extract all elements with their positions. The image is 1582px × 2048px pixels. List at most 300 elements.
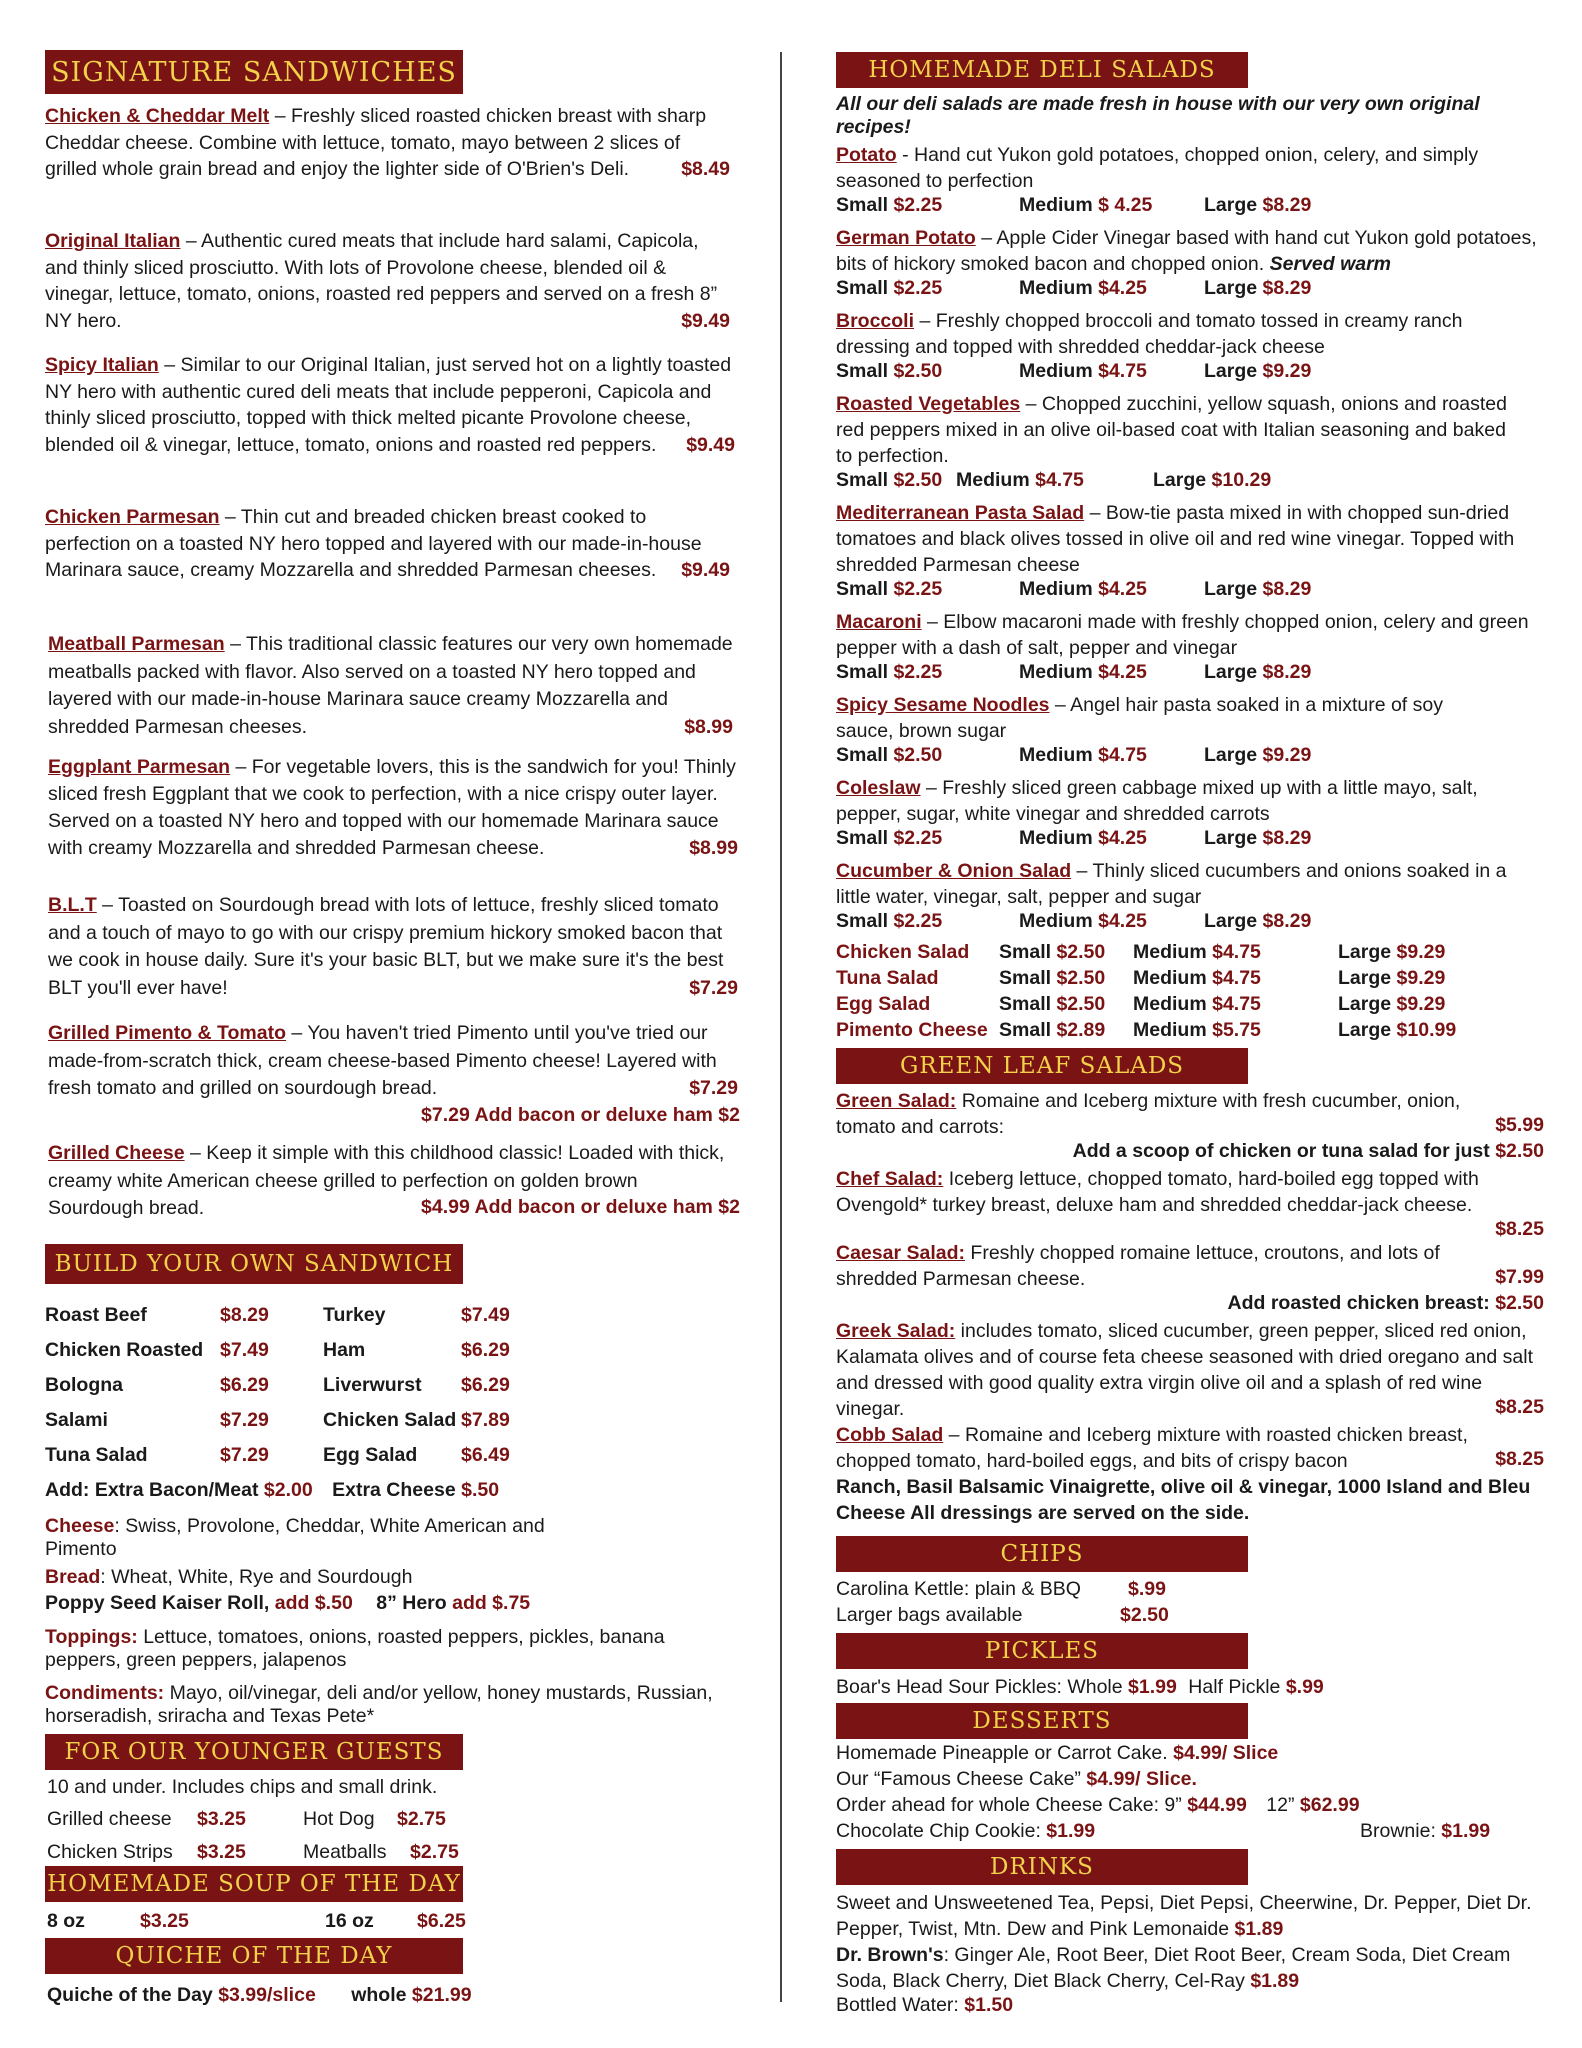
size-label: Large — [1204, 744, 1258, 766]
meat-name: Chicken Salad — [323, 1409, 457, 1431]
add-label: Add a scoop of chicken or tuna salad for just — [1072, 1140, 1490, 1162]
salad-item — [836, 391, 1526, 469]
add-price: $2.50 — [1495, 1140, 1544, 1162]
size-label: Medium — [1133, 941, 1207, 963]
item-desc: – Keep it simple with this childhood classic! Loaded with thick, creamy white American cheese grilled to perfection on golden brown Sourdough bread. — [48, 1142, 725, 1219]
water-label: Bottled Water: — [836, 1994, 959, 2016]
kid-item-name: Hot Dog — [303, 1808, 375, 1830]
browns-list — [836, 1942, 1526, 1994]
quiche-slice-price: $3.99/slice — [218, 1984, 316, 2006]
size-row — [1204, 910, 1311, 933]
soup-price: $3.25 — [140, 1910, 189, 1932]
younger-guests-banner — [45, 1734, 463, 1770]
size-label: Small — [836, 744, 889, 766]
extra-cheese-label: Extra Cheese — [332, 1479, 456, 1501]
small-price: $2.25 — [893, 661, 943, 683]
item-price: $7.29 — [689, 1077, 738, 1099]
size-row — [836, 578, 942, 601]
size-label: Medium — [1019, 827, 1093, 849]
size-label: Medium — [1019, 360, 1093, 382]
item-desc: – This traditional classic features our very own homemade meatballs packed with flavor. Also served on a toasted NY hero topped and layered with our made-in-house Marinara sauce creamy Mozzarella and shredded Parmesan cheeses. — [48, 633, 733, 738]
item-name: Cucumber & Onion Salad — [836, 860, 1072, 882]
size-label: Small — [999, 1019, 1052, 1041]
size-row — [1019, 194, 1152, 217]
size-row — [1019, 910, 1147, 933]
kid-item-name: Chicken Strips — [47, 1841, 173, 1863]
section-title: GREEN LEAF SALADS — [899, 1053, 1185, 1079]
soup-price: $6.25 — [417, 1910, 466, 1932]
item-name: Coleslaw — [836, 777, 921, 799]
cheese-label: Cheese — [45, 1515, 115, 1537]
size-row — [956, 469, 1084, 492]
size-row — [836, 661, 942, 684]
item-price: $8.99 — [684, 715, 733, 738]
small-price: $2.89 — [1056, 1019, 1106, 1041]
salad-item — [836, 308, 1536, 360]
item-name: Chicken Parmesan — [45, 506, 220, 528]
cookie-price: $1.99 — [1046, 1820, 1096, 1842]
size-row — [1019, 360, 1147, 383]
salad-row-name: Chicken Salad — [836, 941, 970, 963]
item-desc: – Apple Cider Vinegar based with hand cut Yukon gold potatoes, bits of hickory smoked bacon and chopped onion. — [836, 227, 1537, 275]
menu-item — [48, 1020, 738, 1103]
section-title: BUILD YOUR OWN SANDWICH — [54, 1251, 454, 1277]
size-row — [1019, 578, 1147, 601]
item-desc: – For vegetable lovers, this is the sandwich for you! Thinly sliced fresh Eggplant that we cook to perfection, with a nice crispy outer layer. Served on a toasted NY hero and topped with our homemade Marinara sauce with creamy Mozzarella and shredded Parmesan cheese. — [48, 756, 736, 859]
item-desc: – Chopped zucchini, yellow squash, onions and roasted red peppers mixed in an olive oil-based coat with Italian seasoning and baked to perfection. — [836, 393, 1507, 467]
menu-item — [45, 352, 735, 458]
kaiser-price: add $.50 — [274, 1592, 353, 1614]
salad-item — [836, 500, 1536, 578]
whole-12-price: $62.99 — [1299, 1794, 1360, 1816]
size-label: Small — [836, 910, 889, 932]
quiche-whole-price: $21.99 — [411, 1984, 472, 2006]
soup-size: 16 oz — [325, 1910, 374, 1932]
large-price: $9.29 — [1396, 941, 1446, 963]
medium-price: $4.75 — [1212, 941, 1261, 963]
water-price: $1.50 — [964, 1994, 1014, 2016]
item-extra-price: $7.29 Add bacon or deluxe ham $2 — [421, 1104, 740, 1126]
medium-price: $4.75 — [1098, 360, 1147, 382]
quiche-banner — [45, 1938, 463, 1974]
item-name: German Potato — [836, 227, 976, 249]
large-price: $8.29 — [1262, 578, 1312, 600]
item-name: Mediterranean Pasta Salad — [836, 502, 1085, 524]
meat-name: Turkey — [323, 1304, 386, 1326]
section-title: DRINKS — [990, 1854, 1094, 1880]
item-desc: – Thin cut and breaded chicken breast cooked to perfection on a toasted NY hero topped and layered with our made-in-house Marinara sauce, creamy Mozzarella and shredded Parmesan cheeses. — [45, 506, 702, 581]
item-name: Grilled Cheese — [48, 1142, 185, 1164]
size-row — [836, 910, 942, 933]
meat-price: $7.49 — [220, 1339, 269, 1361]
size-label: Medium — [1019, 578, 1093, 600]
item-desc: – Freshly sliced roasted chicken breast with sharp Cheddar cheese. Combine with lettuce, tomato, mayo between 2 slices of grilled whole grain bread and enjoy the lighter side of O'Brien's Deli. — [45, 105, 707, 180]
item-desc: – Elbow macaroni made with freshly chopped onion, celery and green pepper with a dash of salt, pepper and vinegar — [836, 611, 1529, 659]
meat-price: $8.29 — [220, 1304, 269, 1326]
size-label: Small — [999, 967, 1052, 989]
size-label: Large — [1204, 661, 1258, 683]
item-desc: Iceberg lettuce, chopped tomato, hard-boiled egg topped with Ovengold* turkey breast, deluxe ham and shredded cheddar-jack cheese. — [836, 1168, 1479, 1216]
pickles-banner — [836, 1633, 1248, 1669]
kid-item-price: $3.25 — [197, 1841, 246, 1863]
size-label: Large — [1338, 993, 1392, 1015]
size-row — [1153, 469, 1271, 492]
whole-cake-label: Order ahead for whole Cheese Cake: 9” — [836, 1794, 1182, 1816]
size-label: Medium — [1019, 910, 1093, 932]
size-row — [1204, 277, 1311, 300]
meat-price: $7.29 — [220, 1444, 269, 1466]
condiments-options — [45, 1682, 725, 1728]
cheese-options — [45, 1515, 565, 1561]
size-label: Medium — [1019, 661, 1093, 683]
soda-price: $1.89 — [1234, 1918, 1284, 1940]
bread-label: Bread — [45, 1566, 101, 1588]
meat-name: Roast Beef — [45, 1304, 147, 1326]
size-label: Medium — [1133, 993, 1207, 1015]
menu-item — [48, 892, 738, 1002]
large-price: $8.29 — [1262, 910, 1312, 932]
soda-list — [836, 1890, 1544, 1942]
brownie-label: Brownie: — [1360, 1820, 1436, 1842]
caesar-add-row — [1228, 1292, 1544, 1315]
size-label: Medium — [1019, 194, 1093, 216]
small-price: $2.50 — [893, 360, 943, 382]
medium-price: $4.75 — [1212, 993, 1261, 1015]
small-price: $2.50 — [893, 469, 943, 491]
meat-name: Chicken Roasted — [45, 1339, 204, 1361]
size-row — [1019, 744, 1147, 767]
menu-item — [48, 754, 738, 862]
toppings-options — [45, 1626, 725, 1672]
meat-price: $6.49 — [461, 1444, 510, 1466]
chips-banner — [836, 1536, 1248, 1572]
condiments-text: Mayo, oil/vinegar, deli and/or yellow, honey mustards, Russian, horseradish, sriracha and Texas Pete* — [45, 1682, 713, 1727]
item-name: Green Salad: — [836, 1090, 957, 1112]
column-divider — [780, 52, 782, 2002]
small-price: $2.25 — [893, 910, 943, 932]
item-desc: – Authentic cured meats that include hard salami, Capicola, and thinly sliced prosciutto. With lots of Provolone cheese, blended oil & vinegar, lettuce, tomato, onions, roasted red peppers and served on a fresh 8” NY hero. — [45, 230, 718, 332]
item-price: $4.99 Add bacon or deluxe ham $2 — [421, 1196, 740, 1218]
item-name: Chicken & Cheddar Melt — [45, 105, 270, 127]
toppings-text: Lettuce, tomatoes, onions, roasted peppers, pickles, banana peppers, green peppers, jalapenos — [45, 1626, 665, 1671]
size-label: Small — [999, 941, 1052, 963]
meat-price: $6.29 — [461, 1374, 510, 1396]
item-price: $8.25 — [1495, 1448, 1544, 1470]
salad-item — [836, 775, 1538, 827]
chip-name: Carolina Kettle: plain & BBQ — [836, 1578, 1081, 1600]
size-label: Large — [1204, 910, 1258, 932]
medium-price: $4.25 — [1098, 277, 1147, 299]
item-desc: – Similar to our Original Italian, just served hot on a lightly toasted NY hero with authentic cured deli meats that include pepperoni, Capicola and thinly sliced prosciutto, topped with thick melted picante Provolone cheese, blended oil & vinegar, lettuce, tomato, onions and roasted red peppers. — [45, 354, 732, 456]
size-row — [836, 194, 942, 217]
item-price: $7.29 — [689, 976, 738, 999]
size-row — [1019, 661, 1147, 684]
medium-price: $4.75 — [1212, 967, 1261, 989]
dessert-row — [836, 1742, 1278, 1765]
item-name: Macaroni — [836, 611, 922, 633]
size-label: Large — [1204, 277, 1258, 299]
large-price: $8.29 — [1262, 277, 1312, 299]
caesar-salad — [836, 1240, 1486, 1292]
size-label: Small — [836, 277, 889, 299]
green-add-row — [1073, 1140, 1544, 1163]
size-label: Small — [836, 360, 889, 382]
large-price: $8.29 — [1262, 661, 1312, 683]
size-row — [836, 469, 942, 492]
meat-name: Salami — [45, 1409, 108, 1431]
small-price: $2.50 — [1056, 941, 1106, 963]
meat-name: Ham — [323, 1339, 366, 1361]
whole-pickle-price: $1.99 — [1128, 1676, 1177, 1698]
item-name: Eggplant Parmesan — [48, 756, 231, 778]
item-desc: – Freshly chopped broccoli and tomato tossed in creamy ranch dressing and topped with shredded cheddar-jack cheese — [836, 310, 1463, 358]
small-price: $2.25 — [893, 827, 943, 849]
green-leaf-banner — [836, 1048, 1248, 1084]
size-label: Small — [999, 993, 1052, 1015]
chip-name: Larger bags available — [836, 1604, 1023, 1626]
size-label: Large — [1338, 1019, 1392, 1041]
dessert-row — [836, 1794, 1360, 1817]
kid-item-price: $2.75 — [410, 1841, 459, 1863]
green-salad — [836, 1088, 1516, 1140]
kid-item-price: $2.75 — [397, 1808, 446, 1830]
size-label: Small — [836, 578, 889, 600]
item-desc: – Toasted on Sourdough bread with lots of lettuce, freshly sliced tomato and a touch of mayo to go with our crispy premium hickory smoked bacon that we cook in house daily. Sure it's your basic BLT, but we make sure it's the best BLT you'll ever have! — [48, 894, 724, 999]
size-row — [836, 744, 942, 767]
item-name: Greek Salad: — [836, 1320, 956, 1342]
meat-name: Liverwurst — [323, 1374, 422, 1396]
served-warm: Served warm — [1269, 253, 1392, 275]
add-price: $2.00 — [263, 1479, 313, 1501]
meat-price: $7.89 — [461, 1409, 510, 1431]
item-price: $8.25 — [1495, 1396, 1544, 1418]
salad-item — [836, 858, 1542, 910]
medium-price: $4.25 — [1098, 827, 1147, 849]
whole-12-label: 12” — [1266, 1794, 1295, 1816]
meat-price: $7.29 — [220, 1409, 269, 1431]
quiche-whole-label: whole — [351, 1984, 407, 2006]
younger-note: 10 and under. Includes chips and small drink. — [47, 1776, 438, 1798]
large-price: $9.29 — [1396, 967, 1446, 989]
item-name: Original Italian — [45, 230, 181, 252]
roll-options — [45, 1592, 530, 1615]
quiche-row — [47, 1984, 472, 2007]
large-price: $9.29 — [1396, 993, 1446, 1015]
small-price: $2.25 — [893, 194, 943, 216]
size-row — [1204, 661, 1311, 684]
large-price: $9.29 — [1262, 744, 1312, 766]
menu-item — [45, 103, 730, 183]
salad-item — [836, 609, 1542, 661]
kid-item-name: Grilled cheese — [47, 1808, 172, 1830]
browns-label: Dr. Brown's — [836, 1944, 944, 1966]
signature-sandwiches-banner — [45, 50, 463, 94]
dessert-row — [1360, 1820, 1490, 1843]
item-name: Broccoli — [836, 310, 915, 332]
item-name: B.L.T — [48, 894, 97, 916]
section-title: HOMEMADE DELI SALADS — [868, 57, 1216, 83]
deli-intro: All our deli salads are made fresh in house with our very own original recipes! — [836, 93, 1480, 138]
section-title: SIGNATURE SANDWICHES — [51, 56, 457, 88]
size-row — [836, 827, 942, 850]
size-label: Large — [1204, 194, 1258, 216]
drinks-banner — [836, 1849, 1248, 1885]
large-price: $9.29 — [1262, 360, 1312, 382]
section-title: CHIPS — [1000, 1541, 1084, 1567]
cake-price: $4.99/ Slice — [1173, 1742, 1279, 1764]
size-label: Medium — [1019, 744, 1093, 766]
dessert-row — [836, 1768, 1197, 1791]
pickles-row — [836, 1676, 1324, 1699]
add-ons-row — [45, 1479, 499, 1502]
add-label: Add: Extra Bacon/Meat — [45, 1479, 259, 1501]
item-desc: – Freshly sliced green cabbage mixed up with a little mayo, salt, pepper, sugar, white vinegar and shredded carrots — [836, 777, 1478, 825]
condiments-label: Condiments: — [45, 1682, 165, 1704]
item-price: $8.99 — [689, 837, 738, 859]
water-row — [836, 1994, 1013, 2017]
hero-price: add $.75 — [452, 1592, 531, 1614]
size-row — [1019, 827, 1147, 850]
size-label: Large — [1204, 827, 1258, 849]
quiche-slice-label: Quiche of the Day — [47, 1984, 213, 2006]
size-label: Large — [1204, 360, 1258, 382]
bread-text: : Wheat, White, Rye and Sourdough — [100, 1566, 413, 1588]
menu-item — [45, 228, 730, 334]
size-label: Small — [836, 469, 889, 491]
small-price: $2.50 — [893, 744, 943, 766]
brownie-price: $1.99 — [1441, 1820, 1491, 1842]
small-price: $2.25 — [893, 277, 943, 299]
large-price: $8.29 — [1262, 194, 1312, 216]
dessert-row — [836, 1820, 1095, 1843]
item-desc: includes tomato, sliced cucumber, green pepper, sliced red onion, Kalamata olives and of course feta cheese seasoned with dried oregano and salt and dressed with good quality extra virgin olive oil and a splash of red wine vinegar. — [836, 1320, 1534, 1420]
size-label: Medium — [1133, 967, 1207, 989]
item-desc: – Thinly sliced cucumbers and onions soaked in a little water, vinegar, salt, pepper and sugar — [836, 860, 1507, 908]
chip-price: $.99 — [1128, 1578, 1166, 1600]
meat-price: $7.49 — [461, 1304, 510, 1326]
section-title: PICKLES — [984, 1638, 1100, 1664]
dressings-note: Ranch, Basil Balsamic Vinaigrette, olive oil & vinegar, 1000 Island and Bleu Cheese All dressings are served on the side. — [836, 1476, 1531, 1524]
add-price: $2.50 — [1495, 1292, 1544, 1314]
size-label: Medium — [956, 469, 1030, 491]
section-title: QUICHE OF THE DAY — [115, 1943, 393, 1969]
pickles-text: Boar's Head Sour Pickles: Whole — [836, 1676, 1123, 1698]
item-price: $8.49 — [681, 158, 730, 180]
half-pickle-price: $.99 — [1285, 1676, 1324, 1698]
size-row — [836, 360, 942, 383]
size-row — [836, 277, 942, 300]
item-desc: – Angel hair pasta soaked in a mixture of soy sauce, brown sugar — [836, 694, 1443, 742]
meat-name: Bologna — [45, 1374, 123, 1396]
meat-price: $6.29 — [461, 1339, 510, 1361]
salad-item — [836, 692, 1496, 744]
size-label: Small — [836, 661, 889, 683]
item-name: Spicy Sesame Noodles — [836, 694, 1050, 716]
size-row — [1204, 827, 1311, 850]
cookie-label: Chocolate Chip Cookie: — [836, 1820, 1041, 1842]
item-name: Caesar Salad: — [836, 1242, 965, 1264]
soda-text: Sweet and Unsweetened Tea, Pepsi, Diet Pepsi, Cheerwine, Dr. Pepper, Diet Dr. Pepper, Twist, Mtn. Dew and Pink Lemonaide — [836, 1892, 1532, 1940]
salad-row-name: Tuna Salad — [836, 967, 939, 989]
medium-price: $4.25 — [1098, 910, 1147, 932]
bread-options — [45, 1566, 645, 1589]
size-label: Medium — [1019, 277, 1093, 299]
salad-row-name: Egg Salad — [836, 993, 931, 1015]
medium-price: $4.25 — [1098, 578, 1147, 600]
item-price: $9.49 — [686, 433, 735, 456]
medium-price: $4.25 — [1098, 661, 1147, 683]
medium-price: $4.75 — [1098, 744, 1147, 766]
size-row — [1204, 744, 1311, 767]
meat-price: $6.29 — [220, 1374, 269, 1396]
medium-price: $5.75 — [1212, 1019, 1261, 1041]
size-label: Large — [1338, 967, 1392, 989]
item-price: $8.25 — [1495, 1218, 1544, 1240]
meat-name: Tuna Salad — [45, 1444, 148, 1466]
kaiser-label: Poppy Seed Kaiser Roll, — [45, 1592, 270, 1614]
size-row — [1204, 194, 1311, 217]
item-name: Meatball Parmesan — [48, 633, 225, 655]
add-label: Add roasted chicken breast: — [1227, 1292, 1490, 1314]
item-price: $5.99 — [1495, 1114, 1544, 1136]
menu-item — [48, 631, 733, 741]
item-desc: - Hand cut Yukon gold potatoes, chopped onion, celery, and simply seasoned to perfection — [836, 144, 1479, 192]
cheesecake-price: $4.99/ Slice. — [1086, 1768, 1197, 1790]
item-name: Potato — [836, 144, 897, 166]
size-label: Small — [836, 827, 889, 849]
item-name: Chef Salad: — [836, 1168, 944, 1190]
cheesecake-label: Our “Famous Cheese Cake” — [836, 1768, 1081, 1790]
half-pickle-label: Half Pickle — [1188, 1676, 1281, 1698]
item-name: Cobb Salad — [836, 1424, 944, 1446]
size-label: Large — [1153, 469, 1207, 491]
browns-price: $1.89 — [1250, 1970, 1300, 1992]
salad-item — [836, 142, 1542, 194]
medium-price: $ 4.25 — [1098, 194, 1153, 216]
whole-9-price: $44.99 — [1187, 1794, 1247, 1816]
kid-item-name: Meatballs — [303, 1841, 387, 1863]
toppings-label: Toppings: — [45, 1626, 138, 1648]
salad-item — [836, 225, 1544, 277]
item-name: Roasted Vegetables — [836, 393, 1021, 415]
deli-salads-banner — [836, 52, 1248, 88]
small-price: $2.50 — [1056, 967, 1106, 989]
size-label: Medium — [1133, 1019, 1207, 1041]
chip-price: $2.50 — [1120, 1604, 1169, 1626]
size-row — [1019, 277, 1147, 300]
size-row — [1204, 578, 1311, 601]
kid-item-price: $3.25 — [197, 1808, 246, 1830]
size-row — [1204, 360, 1311, 383]
size-label: Large — [1204, 578, 1258, 600]
soup-banner — [45, 1866, 463, 1902]
item-desc: – Bow-tie pasta mixed in with chopped sun-dried tomatoes and black olives tossed in olive oil and red wine vinegar. Topped with shredded Parmesan cheese — [836, 502, 1515, 576]
size-label: Small — [836, 194, 889, 216]
meat-name: Egg Salad — [323, 1444, 418, 1466]
section-title: FOR OUR YOUNGER GUESTS — [64, 1739, 444, 1765]
chef-salad — [836, 1166, 1544, 1218]
small-price: $2.50 — [1056, 993, 1106, 1015]
hero-label: 8” Hero — [376, 1592, 447, 1614]
item-desc: – Romaine and Iceberg mixture with roasted chicken breast, chopped tomato, hard-boiled eggs, and bits of crispy bacon — [836, 1424, 1468, 1472]
build-your-own-banner — [45, 1244, 463, 1284]
extra-cheese-price: $.50 — [461, 1479, 500, 1501]
large-price: $8.29 — [1262, 827, 1312, 849]
item-name: Spicy Italian — [45, 354, 159, 376]
section-title: HOMEMADE SOUP OF THE DAY — [47, 1871, 461, 1897]
item-desc: Romaine and Iceberg mixture with fresh cucumber, onion, tomato and carrots: — [836, 1090, 1461, 1138]
soup-size: 8 oz — [47, 1910, 85, 1932]
